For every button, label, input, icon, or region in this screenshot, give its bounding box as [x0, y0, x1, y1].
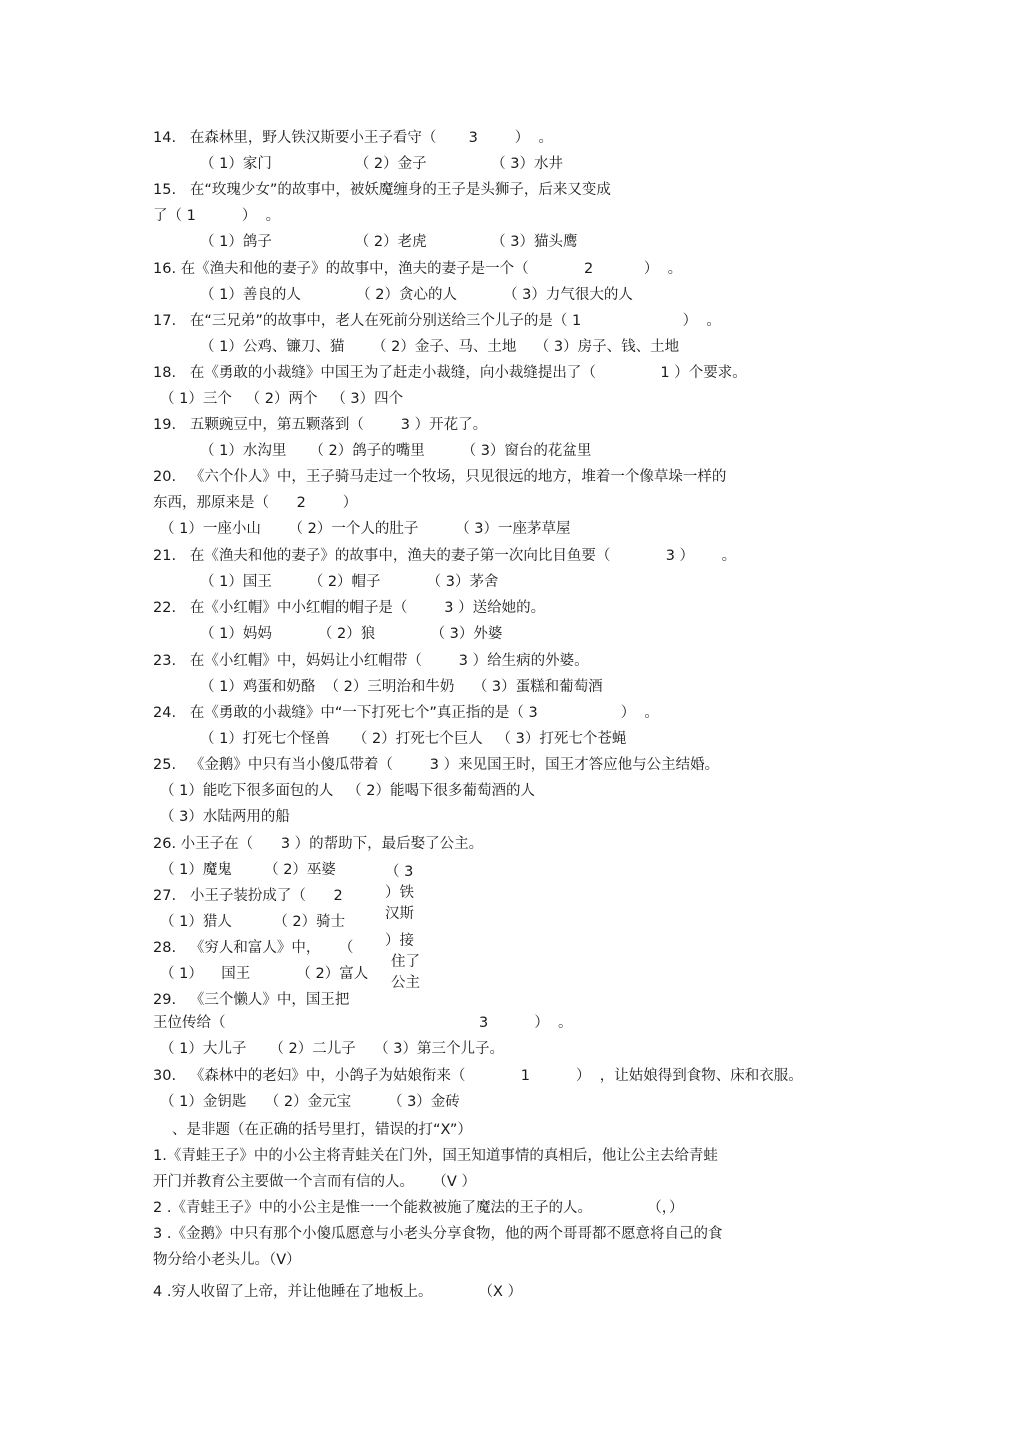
- statement-3: 3 .《金鹅》中只有那个小傻瓜愿意与小老头分享食物，他的两个哥哥都不愿意将自己的食: [153, 1226, 723, 1242]
- question-26: 26. 小王子在（ 3 ）的帮助下，最后娶了公主。: [153, 836, 484, 852]
- options-24: （ 1）打死七个怪兽 （ 2）打死七个巨人 （ 3）打死七个苍蝇: [200, 731, 627, 747]
- question-28: 28. 《穷人和富人》中， （: [153, 940, 354, 956]
- options-18: （ 1）三个 （ 2）两个 （ 3）四个: [160, 391, 404, 407]
- options-30: （ 1）金钥匙 （ 2）金元宝 （ 3）金砖: [160, 1094, 460, 1110]
- question-29: 29. 《三个懒人》中，国王把: [153, 992, 350, 1008]
- question-22: 22. 在《小红帽》中小红帽的帽子是（ 3 ）送给她的。: [153, 600, 546, 616]
- options-17: （ 1）公鸡、镰刀、猫 （ 2）金子、马、土地 （ 3）房子、钱、土地: [200, 339, 680, 355]
- question-21: 21. 在《渔夫和他的妻子》的故事中，渔夫的妻子第一次向比目鱼要（ 3 ） 。: [153, 548, 737, 564]
- overflow-line: ）接: [385, 933, 414, 949]
- question-15: 15. 在“玫瑰少女”的故事中，被妖魔缠身的王子是头狮子，后来又变成: [153, 182, 611, 198]
- section-heading: 、是非题（在正确的括号里打，错误的打“X”）: [172, 1122, 472, 1138]
- question-24: 24. 在《勇敢的小裁缝》中“一下打死七个”真正指的是（ 3 ） 。: [153, 705, 659, 721]
- statement-1-cont: 开门并教育公主要做一个言而有信的人。 （V ）: [153, 1174, 476, 1190]
- options-16: （ 1）善良的人 （ 2）贪心的人 （ 3）力气很大的人: [200, 287, 633, 303]
- question-16: 16. 在《渔夫和他的妻子》的故事中，渔夫的妻子是一个（ 2 ） 。: [153, 261, 683, 277]
- question-23: 23. 在《小红帽》中，妈妈让小红帽带（ 3 ）给生病的外婆。: [153, 653, 589, 669]
- options-22: （ 1）妈妈 （ 2）狼 （ 3）外婆: [200, 626, 503, 642]
- statement-2: 2 .《青蛙王子》中的小公主是惟一一个能救被施了魔法的王子的人。 （，）: [153, 1200, 684, 1216]
- question-14: 14. 在森林里，野人铁汉斯要小王子看守（ 3 ） 。: [153, 130, 553, 146]
- options-25: （ 1）能吃下很多面包的人 （ 2）能喝下很多葡萄酒的人: [160, 783, 535, 799]
- question-25: 25. 《金鹅》中只有当小傻瓜带着（ 3 ）来见国王时，国王才答应他与公主结婚。: [153, 757, 720, 773]
- options-28: （ 1） 国王 （ 2）富人: [160, 966, 369, 982]
- question-30: 30. 《森林中的老妇》中，小鸽子为姑娘衔来（ 1 ） ，让姑娘得到食物、床和衣服。: [153, 1068, 803, 1084]
- options-21: （ 1）国王 （ 2）帽子 （ 3）茅舍: [200, 574, 499, 590]
- question-18: 18. 在《勇敢的小裁缝》中国王为了赶走小裁缝，向小裁缝提出了（ 1 ）个要求。: [153, 365, 747, 381]
- overflow-line: （ 3: [385, 864, 414, 880]
- options-20: （ 1）一座小山 （ 2）一个人的肚子 （ 3）一座茅草屋: [160, 521, 571, 537]
- options-15: （ 1）鸽子 （ 2）老虎 （ 3）猫头鹰: [200, 234, 578, 250]
- options-14: （ 1）家门 （ 2）金子 （ 3）水井: [200, 156, 563, 172]
- overflow-line: ）铁: [385, 885, 414, 901]
- overflow-line: 汉斯: [385, 906, 414, 922]
- options-29: （ 1）大儿子 （ 2）二儿子 （ 3）第三个儿子。: [160, 1041, 504, 1057]
- statement-3-cont: 物分给小老头儿。（V）: [153, 1252, 301, 1268]
- options-19: （ 1）水沟里 （ 2）鸽子的嘴里 （ 3）窗台的花盆里: [200, 443, 592, 459]
- overflow-line: 公主: [391, 975, 420, 991]
- question-29-cont: 王位传给（ 3 ） 。: [153, 1015, 573, 1031]
- question-27: 27. 小王子装扮成了（ 2: [153, 888, 343, 904]
- statement-4: 4 .穷人收留了上帝，并让他睡在了地板上。 （X ）: [153, 1284, 523, 1300]
- options-26: （ 1）魔鬼 （ 2）巫婆: [160, 862, 336, 878]
- overflow-line: 住了: [391, 954, 420, 970]
- options-23: （ 1）鸡蛋和奶酪 （ 2）三明治和牛奶 （ 3）蛋糕和葡萄酒: [200, 679, 603, 695]
- question-17: 17. 在“三兄弟”的故事中，老人在死前分别送给三个儿子的是（ 1 ） 。: [153, 313, 721, 329]
- question-20-cont: 东西，那原来是（ 2 ）: [153, 495, 358, 511]
- statement-1: 1.《青蛙王子》中的小公主将青蛙关在门外，国王知道事情的真相后，他让公主去给青蛙: [153, 1148, 718, 1164]
- question-19: 19. 五颗豌豆中，第五颗落到（ 3 ）开花了。: [153, 417, 488, 433]
- options-25-cont: （ 3）水陆两用的船: [160, 809, 290, 825]
- question-15-cont: 了（ 1 ） 。: [153, 208, 281, 224]
- options-27: （ 1）猎人 （ 2）骑士: [160, 914, 346, 930]
- question-20: 20. 《六个仆人》中，王子骑马走过一个牧场，只见很远的地方，堆着一个像草垛一样的: [153, 469, 727, 485]
